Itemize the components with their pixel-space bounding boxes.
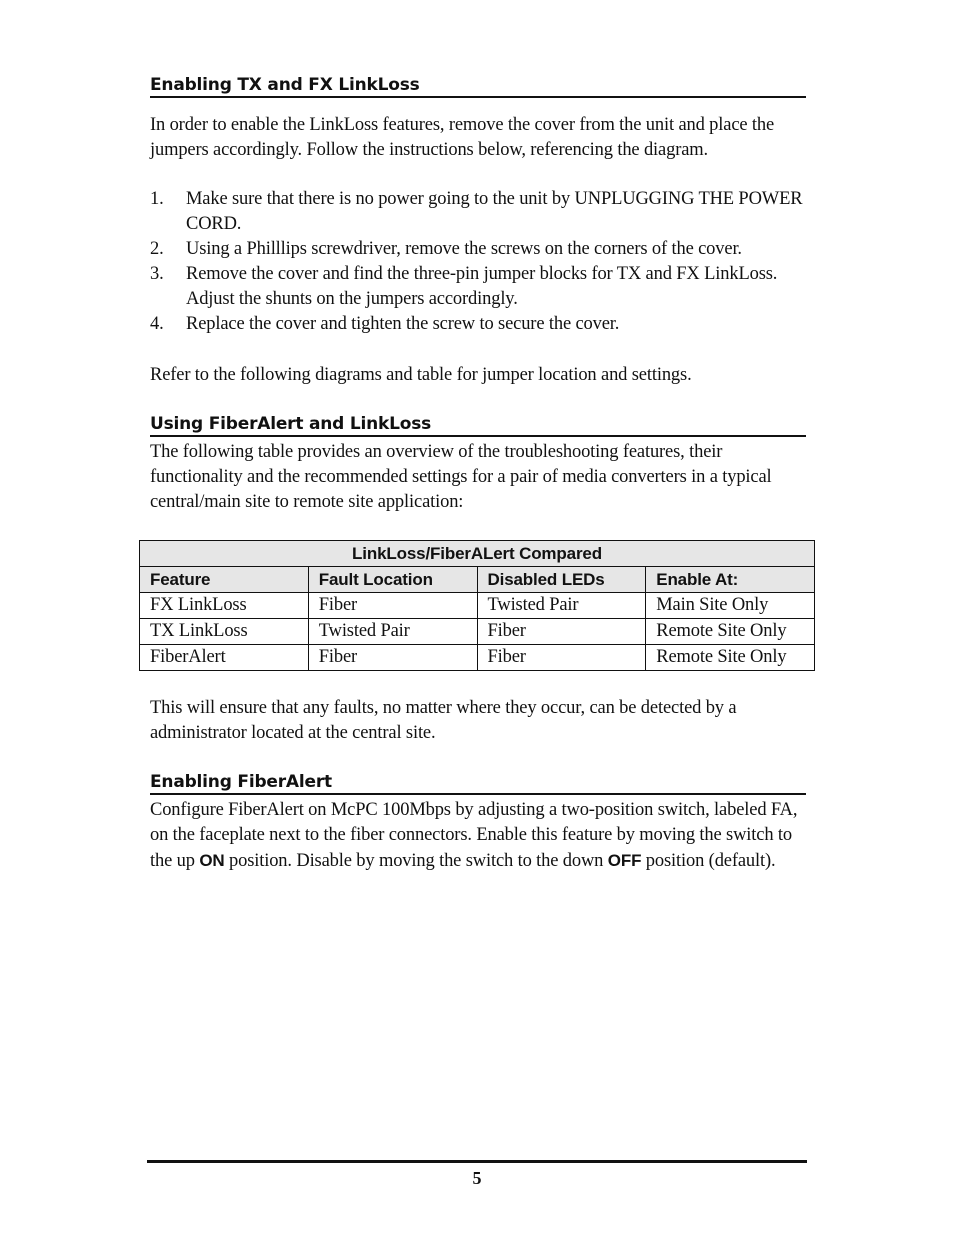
table-row [140, 619, 815, 645]
list-item [150, 262, 810, 312]
column-header-feature: Feature [140, 567, 309, 593]
step-text: Using a Philllips screwdriver, remove the screws on the corners of the cover. [186, 239, 742, 259]
page-number: 5 [472, 1168, 482, 1188]
table-row [140, 593, 815, 619]
step-number: 2. [150, 239, 164, 259]
off-keyword: OFF [607, 851, 642, 870]
table-cell: Remote Site Only [646, 619, 815, 645]
fiberalert-text-part: position (default). [641, 851, 776, 871]
table-cell: TX LinkLoss [140, 619, 309, 645]
table-cell: Fiber [308, 645, 477, 671]
fiberalert-text-part: position. Disable by moving the switch to the down [224, 851, 608, 871]
heading-enabling-fiberalert: Enabling FiberAlert [150, 771, 806, 795]
list-item [150, 312, 810, 337]
table-caption: LinkLoss/FiberALert Compared [140, 541, 815, 567]
table-cell: Fiber [477, 619, 646, 645]
table-cell: FX LinkLoss [140, 593, 309, 619]
table-cell: Twisted Pair [477, 593, 646, 619]
step-number: 4. [150, 314, 164, 334]
table-header-row [140, 567, 815, 593]
table-cell: Fiber [477, 645, 646, 671]
list-item [150, 187, 810, 237]
list-item [150, 237, 810, 262]
column-header-enable-at: Enable At: [646, 567, 815, 593]
footer-divider [147, 1160, 807, 1163]
table-caption-row [140, 541, 815, 567]
heading-using-fiberalert-linkloss: Using FiberAlert and LinkLoss [150, 413, 806, 437]
paragraph-linkloss-intro: In order to enable the LinkLoss features, remove the cover from the unit and place the jumpers accordingly. Follow the instructions below, referencing the diagram. [150, 115, 775, 160]
table-cell: FiberAlert [140, 645, 309, 671]
table-cell: Main Site Only [646, 593, 815, 619]
fiberalert-text-part: Configure FiberAlert on McPC 100Mbps by adjusting a two-position switch, labeled FA, on the faceplate next to the fiber connectors. Enable this feature by moving the switch to the up [150, 800, 798, 871]
column-header-fault-location: Fault Location [308, 567, 477, 593]
on-keyword: ON [199, 851, 225, 870]
table-cell: Twisted Pair [308, 619, 477, 645]
paragraph-table-intro: The following table provides an overview of the troubleshooting features, their functionality and the recommended settings for a pair of media converters in a typical central/main site to remote site application: [150, 442, 772, 512]
column-header-disabled-leds: Disabled LEDs [477, 567, 646, 593]
table-cell: Remote Site Only [646, 645, 815, 671]
heading-enabling-tx-fx-linkloss: Enabling TX and FX LinkLoss [150, 74, 806, 98]
step-number: 1. [150, 189, 164, 209]
paragraph-fiberalert-config [150, 798, 810, 874]
step-text: Replace the cover and tighten the screw to secure the cover. [186, 314, 620, 334]
step-number: 3. [150, 264, 164, 284]
step-text: Remove the cover and find the three-pin jumper blocks for TX and FX LinkLoss. Adjust the shunts on the jumpers accordingly. [186, 264, 778, 309]
instruction-steps-list [150, 187, 810, 337]
linkloss-fiberalert-comparison-table [139, 540, 815, 671]
table-cell: Fiber [308, 593, 477, 619]
table-row [140, 645, 815, 671]
paragraph-faults-detected: This will ensure that any faults, no matter where they occur, can be detected by a administrator located at the central site. [150, 698, 737, 743]
paragraph-refer-diagrams: Refer to the following diagrams and table for jumper location and settings. [150, 365, 692, 385]
step-text: Make sure that there is no power going to the unit by UNPLUGGING THE POWER CORD. [186, 189, 803, 234]
